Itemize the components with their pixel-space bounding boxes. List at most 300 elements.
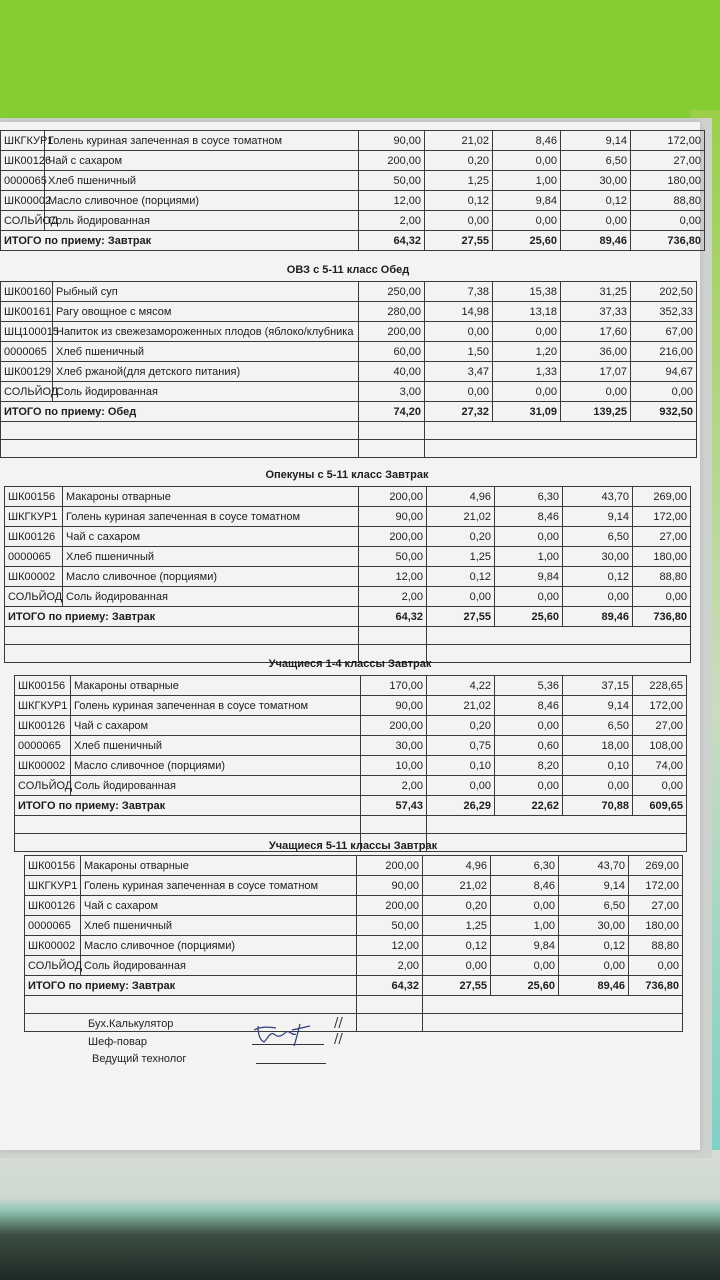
fats: 0,00	[493, 211, 561, 231]
proteins: 21,02	[423, 876, 491, 896]
fats: 0,60	[495, 736, 563, 756]
empty-cell	[357, 996, 423, 1014]
empty-cell	[361, 816, 427, 834]
dish-name: Соль йодированная	[81, 956, 357, 976]
calories: 27,00	[629, 896, 683, 916]
carbs: 9,14	[561, 131, 631, 151]
dish-name: Масло сливочное (порциями)	[63, 567, 359, 587]
dish-name: Голень куриная запеченная в соусе томатном	[63, 507, 359, 527]
item-code: ШКГКУР1	[1, 131, 45, 151]
carbs: 9,14	[559, 876, 629, 896]
total-value: 22,62	[495, 796, 563, 816]
portion-weight: 2,00	[359, 211, 425, 231]
fats: 0,00	[495, 716, 563, 736]
proteins: 14,98	[425, 302, 493, 322]
portion-weight: 200,00	[359, 151, 425, 171]
total-value: 609,65	[633, 796, 687, 816]
portion-weight: 30,00	[361, 736, 427, 756]
total-row	[1, 402, 697, 422]
portion-weight: 90,00	[357, 876, 423, 896]
proteins: 0,75	[427, 736, 495, 756]
dish-name: Чай с сахаром	[71, 716, 361, 736]
dish-name: Соль йодированная	[71, 776, 361, 796]
empty-cell	[359, 627, 427, 645]
carbs: 0,00	[563, 776, 633, 796]
portion-weight: 12,00	[359, 567, 427, 587]
portion-weight: 90,00	[359, 131, 425, 151]
item-code: ШЦ100015	[1, 322, 53, 342]
calories: 0,00	[631, 211, 705, 231]
empty-cell	[427, 816, 687, 834]
portion-weight: 60,00	[359, 342, 425, 362]
fats: 1,00	[495, 547, 563, 567]
menu-table	[0, 130, 705, 251]
portion-weight: 3,00	[359, 382, 425, 402]
proteins: 0,12	[425, 191, 493, 211]
fats: 8,46	[495, 507, 563, 527]
total-value: 27,55	[427, 607, 495, 627]
item-code: ШК00002	[5, 567, 63, 587]
fats: 8,46	[495, 696, 563, 716]
dish-name: Чай с сахаром	[81, 896, 357, 916]
calories: 0,00	[633, 776, 687, 796]
table-row	[5, 527, 691, 547]
calories: 27,00	[633, 527, 691, 547]
fats: 6,30	[491, 856, 559, 876]
table-row	[25, 896, 683, 916]
proteins: 1,25	[425, 171, 493, 191]
portion-weight: 2,00	[357, 956, 423, 976]
item-code: 0000065	[25, 916, 81, 936]
carbs: 0,00	[561, 211, 631, 231]
item-code: ШК00156	[25, 856, 81, 876]
carbs: 17,07	[561, 362, 631, 382]
calories: 269,00	[633, 487, 691, 507]
total-value: 25,60	[493, 231, 561, 251]
table-row	[15, 676, 687, 696]
total-value: 89,46	[559, 976, 629, 996]
dish-name: Чай с сахаром	[63, 527, 359, 547]
fats: 0,00	[491, 956, 559, 976]
carbs: 0,00	[561, 382, 631, 402]
calories: 74,00	[633, 756, 687, 776]
carbs: 0,12	[561, 191, 631, 211]
empty-cell	[423, 1014, 683, 1032]
proteins: 1,25	[427, 547, 495, 567]
section-title: Учащиеся 5-11 классы Завтрак	[268, 840, 438, 852]
fats: 6,30	[495, 487, 563, 507]
total-value: 64,32	[359, 607, 427, 627]
fats: 13,18	[493, 302, 561, 322]
carbs: 9,14	[563, 507, 633, 527]
empty-cell	[5, 627, 359, 645]
total-value: 70,88	[563, 796, 633, 816]
table-row	[1, 131, 705, 151]
total-value: 25,60	[491, 976, 559, 996]
calories: 27,00	[633, 716, 687, 736]
section-title: Опекуны с 5-11 класс Завтрак	[265, 469, 429, 481]
fats: 8,46	[491, 876, 559, 896]
total-value: 27,55	[423, 976, 491, 996]
fats: 15,38	[493, 282, 561, 302]
empty-row	[5, 627, 691, 645]
table-row	[1, 171, 705, 191]
fats: 1,20	[493, 342, 561, 362]
menu-table	[0, 281, 697, 458]
table-row	[5, 487, 691, 507]
portion-weight: 90,00	[359, 507, 427, 527]
proteins: 21,02	[425, 131, 493, 151]
portion-weight: 10,00	[361, 756, 427, 776]
carbs: 37,33	[561, 302, 631, 322]
table-row	[15, 756, 687, 776]
total-label: ИТОГО по приему: Завтрак	[25, 976, 357, 996]
proteins: 0,00	[427, 587, 495, 607]
proteins: 0,00	[425, 322, 493, 342]
dish-name: Масло сливочное (порциями)	[45, 191, 359, 211]
proteins: 21,02	[427, 507, 495, 527]
carbs: 0,12	[563, 567, 633, 587]
dish-name: Масло сливочное (порциями)	[71, 756, 361, 776]
item-code: ШК00156	[5, 487, 63, 507]
table-row	[15, 776, 687, 796]
portion-weight: 12,00	[357, 936, 423, 956]
proteins: 1,50	[425, 342, 493, 362]
proteins: 0,00	[423, 956, 491, 976]
carbs: 31,25	[561, 282, 631, 302]
table-row	[25, 916, 683, 936]
total-value: 932,50	[631, 402, 697, 422]
dish-name: Хлеб пшеничный	[53, 342, 359, 362]
calories: 172,00	[633, 696, 687, 716]
total-row	[15, 796, 687, 816]
chef-label: Шеф-повар	[88, 1036, 147, 1048]
total-label: ИТОГО по приему: Обед	[1, 402, 359, 422]
item-code: СОЛЬЙОД	[5, 587, 63, 607]
table-row	[15, 696, 687, 716]
proteins: 1,25	[423, 916, 491, 936]
empty-cell	[1, 422, 359, 440]
empty-row	[1, 440, 697, 458]
fats: 0,00	[493, 382, 561, 402]
total-value: 139,25	[561, 402, 631, 422]
handwritten-signature	[248, 1018, 328, 1048]
fats: 9,84	[495, 567, 563, 587]
portion-weight: 2,00	[359, 587, 427, 607]
proteins: 3,47	[425, 362, 493, 382]
carbs: 6,50	[563, 527, 633, 547]
empty-cell	[425, 422, 697, 440]
carbs: 37,15	[563, 676, 633, 696]
empty-cell	[359, 422, 425, 440]
proteins: 0,12	[423, 936, 491, 956]
dish-name: Голень куриная запеченная в соусе томатном	[45, 131, 359, 151]
table-row	[5, 507, 691, 527]
proteins: 0,00	[425, 382, 493, 402]
dish-name: Соль йодированная	[45, 211, 359, 231]
carbs: 30,00	[563, 547, 633, 567]
item-code: ШК00129	[1, 362, 53, 382]
table-row	[1, 302, 697, 322]
table-row	[1, 282, 697, 302]
fats: 1,33	[493, 362, 561, 382]
fats: 8,46	[493, 131, 561, 151]
item-code: СОЛЬЙОД	[1, 382, 53, 402]
item-code: СОЛЬЙОД	[1, 211, 45, 231]
carbs: 6,50	[559, 896, 629, 916]
item-code: ШК00126	[25, 896, 81, 916]
portion-weight: 12,00	[359, 191, 425, 211]
calories: 180,00	[633, 547, 691, 567]
carbs: 30,00	[559, 916, 629, 936]
item-code: ШК00160	[1, 282, 53, 302]
portion-weight: 50,00	[357, 916, 423, 936]
total-value: 736,80	[631, 231, 705, 251]
dish-name: Макароны отварные	[63, 487, 359, 507]
total-value: 89,46	[563, 607, 633, 627]
proteins: 21,02	[427, 696, 495, 716]
dish-name: Хлеб пшеничный	[63, 547, 359, 567]
dish-name: Макароны отварные	[81, 856, 357, 876]
technologist-label: Ведущий технолог	[92, 1053, 187, 1065]
calories: 172,00	[629, 876, 683, 896]
table-row	[1, 362, 697, 382]
table-row	[5, 547, 691, 567]
item-code: 0000065	[5, 547, 63, 567]
carbs: 0,10	[563, 756, 633, 776]
total-row	[5, 607, 691, 627]
table-row	[5, 587, 691, 607]
menu-table	[24, 855, 683, 1032]
calories: 67,00	[631, 322, 697, 342]
table-row	[1, 382, 697, 402]
section-title: Учащиеся 1-4 классы Завтрак	[268, 658, 432, 670]
portion-weight: 200,00	[359, 322, 425, 342]
fats: 0,00	[495, 587, 563, 607]
portion-weight: 170,00	[361, 676, 427, 696]
table-row	[5, 567, 691, 587]
dish-name: Напиток из свежезамороженных плодов (яблоко/клубника	[53, 322, 359, 342]
fats: 1,00	[491, 916, 559, 936]
item-code: 0000065	[1, 342, 53, 362]
dish-name: Соль йодированная	[53, 382, 359, 402]
portion-weight: 200,00	[357, 856, 423, 876]
proteins: 0,12	[427, 567, 495, 587]
item-code: ШК00126	[5, 527, 63, 547]
portion-weight: 200,00	[361, 716, 427, 736]
item-code: СОЛЬЙОД	[25, 956, 81, 976]
item-code: ШК00126	[15, 716, 71, 736]
proteins: 7,38	[425, 282, 493, 302]
proteins: 4,22	[427, 676, 495, 696]
calories: 269,00	[629, 856, 683, 876]
total-value: 57,43	[361, 796, 427, 816]
portion-weight: 40,00	[359, 362, 425, 382]
total-label: ИТОГО по приему: Завтрак	[1, 231, 359, 251]
calories: 0,00	[631, 382, 697, 402]
item-code: ШК00002	[15, 756, 71, 776]
table-row	[15, 716, 687, 736]
calories: 180,00	[631, 171, 705, 191]
dish-name: Соль йодированная	[63, 587, 359, 607]
proteins: 0,00	[427, 776, 495, 796]
proteins: 4,96	[423, 856, 491, 876]
accountant-label: Бух.Калькулятор	[88, 1018, 174, 1030]
dish-name: Рыбный суп	[53, 282, 359, 302]
total-value: 64,32	[359, 231, 425, 251]
fats: 5,36	[495, 676, 563, 696]
carbs: 30,00	[561, 171, 631, 191]
proteins: 0,10	[427, 756, 495, 776]
total-value: 31,09	[493, 402, 561, 422]
empty-row	[1, 422, 697, 440]
fats: 1,00	[493, 171, 561, 191]
total-value: 736,80	[633, 607, 691, 627]
green-wall	[0, 0, 720, 120]
carbs: 0,12	[559, 936, 629, 956]
carbs: 43,70	[563, 487, 633, 507]
proteins: 0,20	[423, 896, 491, 916]
portion-weight: 280,00	[359, 302, 425, 322]
dish-name: Голень куриная запеченная в соусе томатном	[81, 876, 357, 896]
empty-cell	[359, 440, 425, 458]
table-row	[1, 322, 697, 342]
portion-weight: 50,00	[359, 547, 427, 567]
fats: 0,00	[495, 776, 563, 796]
floor-area	[0, 1150, 720, 1280]
proteins: 0,20	[427, 527, 495, 547]
table-row	[1, 211, 705, 231]
technologist-signature-line	[256, 1063, 326, 1064]
dish-name: Макароны отварные	[71, 676, 361, 696]
dish-name: Рагу овощное с мясом	[53, 302, 359, 322]
carbs: 6,50	[561, 151, 631, 171]
calories: 88,80	[633, 567, 691, 587]
calories: 108,00	[633, 736, 687, 756]
total-row	[25, 976, 683, 996]
fats: 9,84	[491, 936, 559, 956]
calories: 0,00	[633, 587, 691, 607]
calories: 88,80	[629, 936, 683, 956]
item-code: СОЛЬЙОД	[15, 776, 71, 796]
table-row	[25, 856, 683, 876]
table-row	[15, 736, 687, 756]
total-value: 25,60	[495, 607, 563, 627]
proteins: 0,20	[425, 151, 493, 171]
calories: 202,50	[631, 282, 697, 302]
empty-cell	[15, 816, 361, 834]
carbs: 0,00	[559, 956, 629, 976]
empty-row	[15, 816, 687, 834]
dish-name: Хлеб пшеничный	[71, 736, 361, 756]
fats: 8,20	[495, 756, 563, 776]
tick-marks-2: //	[334, 1032, 343, 1047]
item-code: ШК00156	[15, 676, 71, 696]
item-code: 0000065	[1, 171, 45, 191]
table-row	[25, 936, 683, 956]
menu-table	[14, 675, 687, 852]
calories: 88,80	[631, 191, 705, 211]
calories: 172,00	[631, 131, 705, 151]
empty-cell	[25, 996, 357, 1014]
menu-table	[4, 486, 691, 663]
portion-weight: 200,00	[359, 487, 427, 507]
proteins: 0,20	[427, 716, 495, 736]
portion-weight: 200,00	[357, 896, 423, 916]
calories: 94,67	[631, 362, 697, 382]
dish-name: Чай с сахаром	[45, 151, 359, 171]
dish-name: Хлеб пшеничный	[81, 916, 357, 936]
fats: 0,00	[493, 322, 561, 342]
carbs: 17,60	[561, 322, 631, 342]
carbs: 18,00	[563, 736, 633, 756]
fats: 0,00	[495, 527, 563, 547]
dish-name: Хлеб ржаной(для детского питания)	[53, 362, 359, 382]
total-value: 27,55	[425, 231, 493, 251]
fats: 9,84	[493, 191, 561, 211]
total-value: 89,46	[561, 231, 631, 251]
empty-cell	[427, 627, 691, 645]
carbs: 36,00	[561, 342, 631, 362]
calories: 216,00	[631, 342, 697, 362]
item-code: 0000065	[15, 736, 71, 756]
total-value: 64,32	[357, 976, 423, 996]
portion-weight: 90,00	[361, 696, 427, 716]
item-code: ШК00126	[1, 151, 45, 171]
table-row	[25, 876, 683, 896]
tick-marks-1: //	[334, 1016, 343, 1031]
empty-cell	[423, 996, 683, 1014]
table-row	[1, 151, 705, 171]
item-code: ШК00161	[1, 302, 53, 322]
total-value: 27,32	[425, 402, 493, 422]
total-value: 74,20	[359, 402, 425, 422]
dish-name: Голень куриная запеченная в соусе томатном	[71, 696, 361, 716]
total-value: 26,29	[427, 796, 495, 816]
carbs: 0,00	[563, 587, 633, 607]
empty-cell	[357, 1014, 423, 1032]
dish-name: Хлеб пшеничный	[45, 171, 359, 191]
item-code: ШКГКУР1	[15, 696, 71, 716]
empty-cell	[425, 440, 697, 458]
total-label: ИТОГО по приему: Завтрак	[5, 607, 359, 627]
calories: 352,33	[631, 302, 697, 322]
dish-name: Масло сливочное (порциями)	[81, 936, 357, 956]
portion-weight: 50,00	[359, 171, 425, 191]
section-title: ОВЗ с 5-11 класс Обед	[286, 264, 410, 276]
portion-weight: 200,00	[359, 527, 427, 547]
item-code: ШКГКУР1	[5, 507, 63, 527]
fats: 0,00	[491, 896, 559, 916]
portion-weight: 2,00	[361, 776, 427, 796]
table-row	[1, 191, 705, 211]
calories: 0,00	[629, 956, 683, 976]
carbs: 6,50	[563, 716, 633, 736]
portion-weight: 250,00	[359, 282, 425, 302]
calories: 172,00	[633, 507, 691, 527]
empty-cell	[1, 440, 359, 458]
empty-row	[25, 996, 683, 1014]
fats: 0,00	[493, 151, 561, 171]
total-label: ИТОГО по приему: Завтрак	[15, 796, 361, 816]
carbs: 9,14	[563, 696, 633, 716]
proteins: 4,96	[427, 487, 495, 507]
item-code: ШК00002	[1, 191, 45, 211]
total-value: 736,80	[629, 976, 683, 996]
table-row	[1, 342, 697, 362]
calories: 180,00	[629, 916, 683, 936]
item-code: ШК00002	[25, 936, 81, 956]
